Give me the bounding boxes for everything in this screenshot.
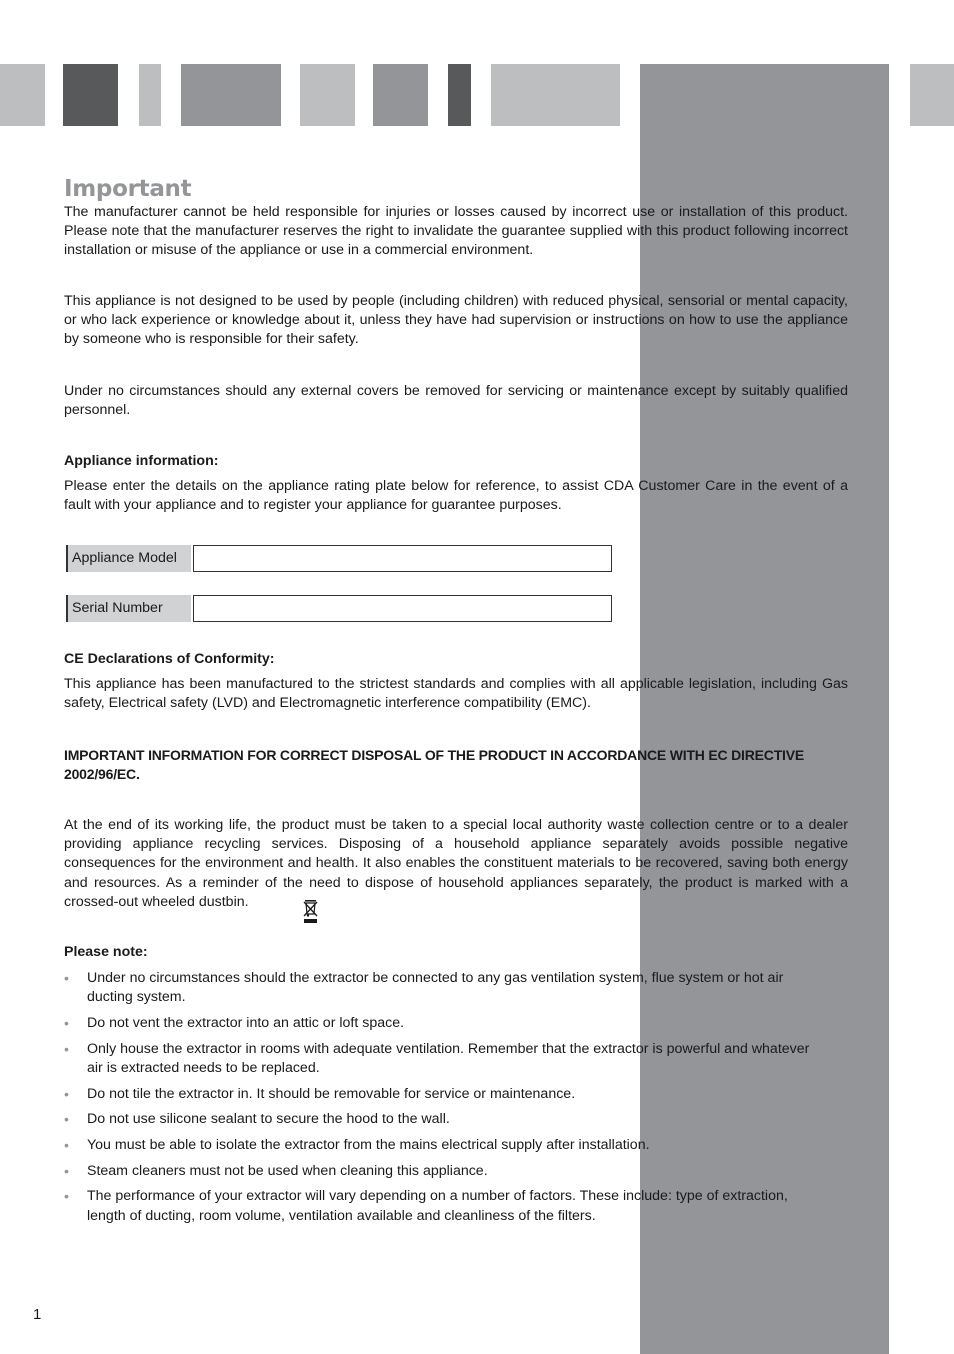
appliance-info-heading: Appliance information: <box>64 453 219 469</box>
list-item: • Do not vent the extractor into an attic or loft space. <box>64 1014 824 1033</box>
bullet: • <box>64 1085 69 1102</box>
list-item: • You must be able to isolate the extractor from the mains electrical supply after installation. <box>64 1136 824 1155</box>
notes-heading: Please note: <box>64 944 148 960</box>
bullet: • <box>64 1014 69 1031</box>
intro-paragraph-1: The manufacturer cannot be held responsible for injuries or losses caused by incorrect use or installation of this product. Please note that the manufacturer reserves the right to invalidate the guarantee supplied with this product following incorrect installation or misuse of the appliance or use in a commercial environment. <box>64 204 848 259</box>
serial-number-field <box>66 595 612 622</box>
crossed-out-wheeled-bin-icon <box>302 899 319 925</box>
bullet: • <box>64 1040 69 1057</box>
header-block <box>448 64 471 126</box>
disposal-heading: IMPORTANT INFORMATION FOR CORRECT DISPOSAL OF THE PRODUCT IN ACCORDANCE WITH EC DIRECTIVE 2002/96/EC. <box>64 747 805 783</box>
appliance-info-text: Please enter the details on the appliance rating plate below for reference, to assist CDA Customer Care in the event of a fault with your appliance and to register your appliance for guarantee purposes. <box>64 478 848 514</box>
header-block <box>181 64 281 126</box>
ce-text: This appliance has been manufactured to the strictest standards and complies with all applicable legislation, including Gas safety, Electrical safety (LVD) and Electromagnetic interference compatibility (EMC). <box>64 676 848 712</box>
ce-heading: CE Declarations of Conformity: <box>64 651 275 667</box>
list-item: • Under no circumstances should the extractor be connected to any gas ventilation system, flue system or hot air ducting system. <box>64 970 784 1006</box>
appliance-model-label: Appliance Model <box>66 545 191 572</box>
list-item: • Steam cleaners must not be used when cleaning this appliance. <box>64 1162 824 1181</box>
intro-paragraph-2: This appliance is not designed to be used by people (including children) with reduced physical, sensorial or mental capacity, or who lack experience or knowledge about it, unless they have had supervision or instructions on how to use the appliance by someone who is responsible for their safety. <box>64 293 848 348</box>
header-block <box>139 64 161 126</box>
header-block <box>910 64 954 126</box>
bullet: • <box>64 1188 69 1205</box>
header-block <box>491 64 620 126</box>
list-item: • Do not tile the extractor in. It should be removable for service or maintenance. <box>64 1085 824 1104</box>
page-number: 1 <box>33 1306 42 1323</box>
bullet: • <box>64 1111 69 1128</box>
bullet: • <box>64 1136 69 1153</box>
header-block <box>300 64 355 126</box>
appliance-model-field <box>66 545 612 572</box>
header-block <box>373 64 428 126</box>
bullet: • <box>64 1162 69 1179</box>
header-block <box>63 64 118 126</box>
header-block <box>0 64 45 126</box>
serial-number-label: Serial Number <box>66 595 191 622</box>
disposal-text: At the end of its working life, the product must be taken to a special local authority waste collection centre or to a dealer providing appliance recycling services. Disposing of a household appliance separately avoids possible negative consequences for the environment and health. It also enables the constituent materials to be recovered, saving both energy and resources. As a reminder of the need to dispose of household appliances separately, the product is marked with a crossed-out wheeled dustbin. <box>64 817 848 910</box>
list-item: • The performance of your extractor will vary depending on a number of factors. These include: type of extraction, length of ducting, room volume, ventilation available and cleanliness of the filters. <box>64 1188 788 1224</box>
intro-paragraph-3: Under no circumstances should any external covers be removed for servicing or maintenance except by suitably qualified personnel. <box>64 383 848 419</box>
bullet: • <box>64 970 69 986</box>
page-title: Important <box>64 176 192 202</box>
serial-number-input[interactable] <box>193 595 612 622</box>
list-item: • Only house the extractor in rooms with adequate ventilation. Remember that the extractor is powerful and whatever air is extracted needs to be replaced. <box>64 1040 810 1076</box>
notes-list <box>64 969 824 1232</box>
list-item: • Do not use silicone sealant to secure the hood to the wall. <box>64 1110 824 1129</box>
appliance-model-input[interactable] <box>193 545 612 572</box>
